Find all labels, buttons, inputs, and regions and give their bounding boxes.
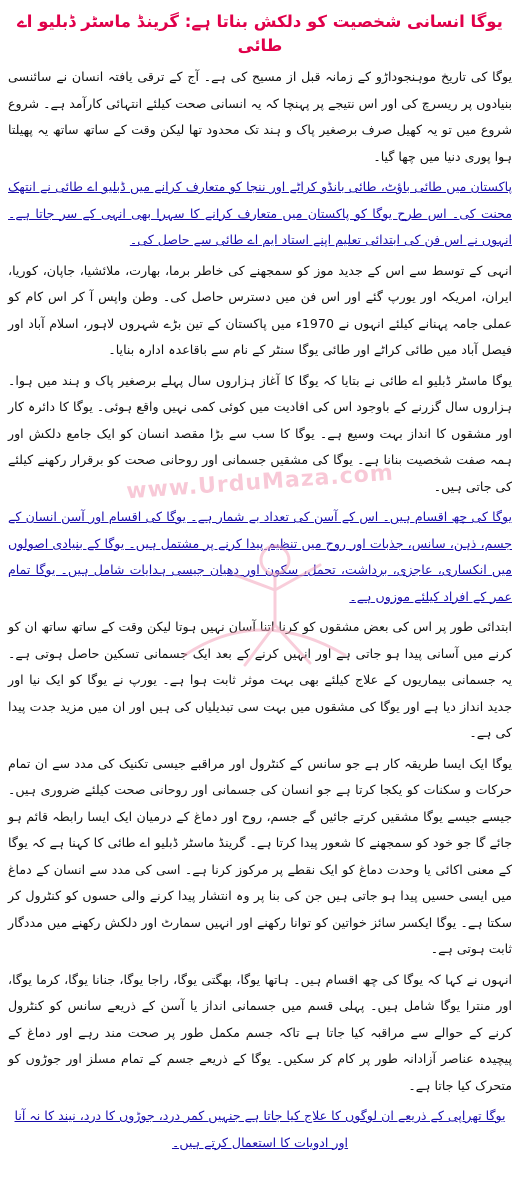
paragraph-technique: یوگا ایک ایسا طریقہ کار ہے جو سانس کے کنٹرول اور مراقبے جیسی تکنیک کی مدد سے ان تمام حرکات و سکنات کو یکجا کرتا ہے جو انسان کی جسمانی اور روحانی صحت کیلئے ضروری ہیں۔ جیسے جیسے یوگا مشقیں کرتے جائیں گے جسم، روح اور دماغ کے درمیان ایک ایسا رابطہ قائم ہو جائے گا جو خود کو سمجھنے کا شعور پیدا کرتا ہے۔ گرینڈ ماسٹر ڈبلیو اے طائی کا کہنا ہے کہ یوگا کے معنی اکائی یا وحدت دماغ کو ایک نقطے پر مرکوز کرنا ہے۔ اسی کی مدد سے انسان کے دماغ میں ایسی حسیں پیدا ہو جاتی ہیں جن کی بنا پر وہ انتشار پیدا کرنے والی حسوں کو کنٹرول کر سکتا ہے۔ یوگا ایکسر سائز خواتین کو توانا رکھنے اور انہیں سمارٹ اور دلکش رکھنے میں مددگار ثابت ہوتی ہے۔ [8,755,512,956]
paragraph-history: یوگا کی تاریخ موہنجوداڑو کے زمانہ قبل از مسیح کی ہے۔ آج کے ترقی یافتہ انسان نے سائنسی بنیادوں پر ریسرچ کی اور اس نتیجے پر پہنچا کہ یہ انسانی صحت کیلئے انتہائی کارآمد ہے۔ شروع شروع میں تو یہ کھیل صرف برصغیر پاک و ہند تک محدود تھا لیکن وقت کے ساتھ ساتھ یہ پھیلتا ہوا پوری دنیا میں چھا گیا۔ [8,69,512,164]
paragraph-types-link[interactable]: یوگا کی چھ اقسام ہیں۔ اس کے آسن کی تعداد بے شمار ہے۔ یوگا کی اقسام اور آسن انسان کے جسم، ذہن، سانس، جذبات اور روح میں تنظیم پیدا کرنے پر مشتمل ہیں۔ یوگا کے بنیادی اصولوں میں انکساری، عاجزی، برداشت، تحمل، سکون اور دھیان جیسی ہدایات شامل ہیں۔ یوگا تمام عمر کے افراد کیلئے موزوں ہے۔ [8,509,512,604]
paragraph-travels: انہی کے توسط سے اس کے جدید موز کو سمجھنے کی خاطر برما، بھارت، ملائشیا، جاپان، کوریا، ایران، امریکہ اور یورپ گئے اور اس فن میں دسترس حاصل کی۔ وطن واپس آ کر اس کام کو عملی جامہ پہنانے کیلئے انہوں نے 1970ء میں پاکستان کے تین بڑے شہروں لاہور، اسلام آباد اور فیصل آباد میں طائی کراٹے اور طائی یوگا سنٹر کے نام سے باقاعدہ ادارہ بنایا۔ [8,262,512,357]
paragraph-beginners: ابتدائی طور پر اس کی بعض مشقوں کو کرنا اتنا آسان نہیں ہوتا لیکن وقت کے ساتھ ساتھ ان کو کرنے میں آسانی پیدا ہو جاتی ہے اور انہیں کرنے کے بعد ایک جسمانی تسکین حاصل ہوتی ہے۔ یہ جسمانی بیماریوں کے علاج کیلئے بھی بہت موثر ثابت ہوا ہے۔ یورپ نے یوگا کو ایک نیا اور جدید انداز دیا ہے اور یوگا کی مشقوں میں بہت سی تبدیلیاں کی ہیں اور ان میں مزید جدت پیدا کی ہے۔ [8,619,512,740]
paragraph-pakistan-link[interactable]: پاکستان میں طائی باؤٹ، طائی بانڈو کراٹے اور ننجا کو متعارف کرانے میں ڈبلیو اے طائی نے انتھک محنت کی۔ اس طرح یوگا کو پاکستان میں متعارف کرانے کا سہرا بھی انہی کے سر جاتا ہے۔ انہوں نے اس فن کی ابتدائی تعلیم اپنے استاد ایم اے طائی سے حاصل کی۔ [8,179,512,247]
paragraph-six-types: انہوں نے کہا کہ یوگا کی چھ اقسام ہیں۔ ہاتھا یوگا، بھگتی یوگا، راجا یوگا، جنانا یوگا، کرما یوگا، اور منترا یوگا شامل ہیں۔ پہلی قسم میں جسمانی انداز یا آسن کے ذریعے سانس کو کنٹرول کرنے کے حوالے سے مراقبہ کیا جاتا ہے تاکہ جسم مکمل طور پر صحت مند رہے اور دماغ کے پیچیدہ عناصر آزادانہ طور پر کام کر سکیں۔ یوگا کے ذریعے جسم کے تمام مسلز اور جوڑوں کو متحرک کیا جاتا ہے۔ [8,971,512,1093]
article-title: یوگا انسانی شخصیت کو دلکش بناتا ہے: گرینڈ ماسٹر ڈبلیو اے طائی [17,12,503,55]
paragraph-therapy-link[interactable]: یوگا تھراپی کے ذریعے ان لوگوں کا علاج کیا جاتا ہے جنہیں کمر درد، جوڑوں کا درد، نیند کا نہ آنا اور ادویات کا استعمال کرتے ہیں۔ [14,1108,506,1150]
paragraph-master-says: یوگا ماسٹر ڈبلیو اے طائی نے بتایا کہ یوگا کا آغاز ہزاروں سال پہلے برصغیر پاک و ہند میں ہوا۔ ہزاروں سال گزرنے کے باوجود اس کی افادیت میں کوئی کمی نہیں واقع ہوئی۔ یوگا کا دائرہ کار اور مشقوں کا انداز بہت وسیع ہے۔ یوگا کا سب سے بڑا مقصد انسان کو ایک جامع دلکش اور ہمہ صفت شخصیت بنانا ہے۔ یوگا کی مشقیں جسمانی اور روحانی صحت کو برقرار رکھنے کیلئے کی جاتی ہیں۔ [8,372,512,494]
site-watermark: www.UrduMaza.com [125,460,395,505]
